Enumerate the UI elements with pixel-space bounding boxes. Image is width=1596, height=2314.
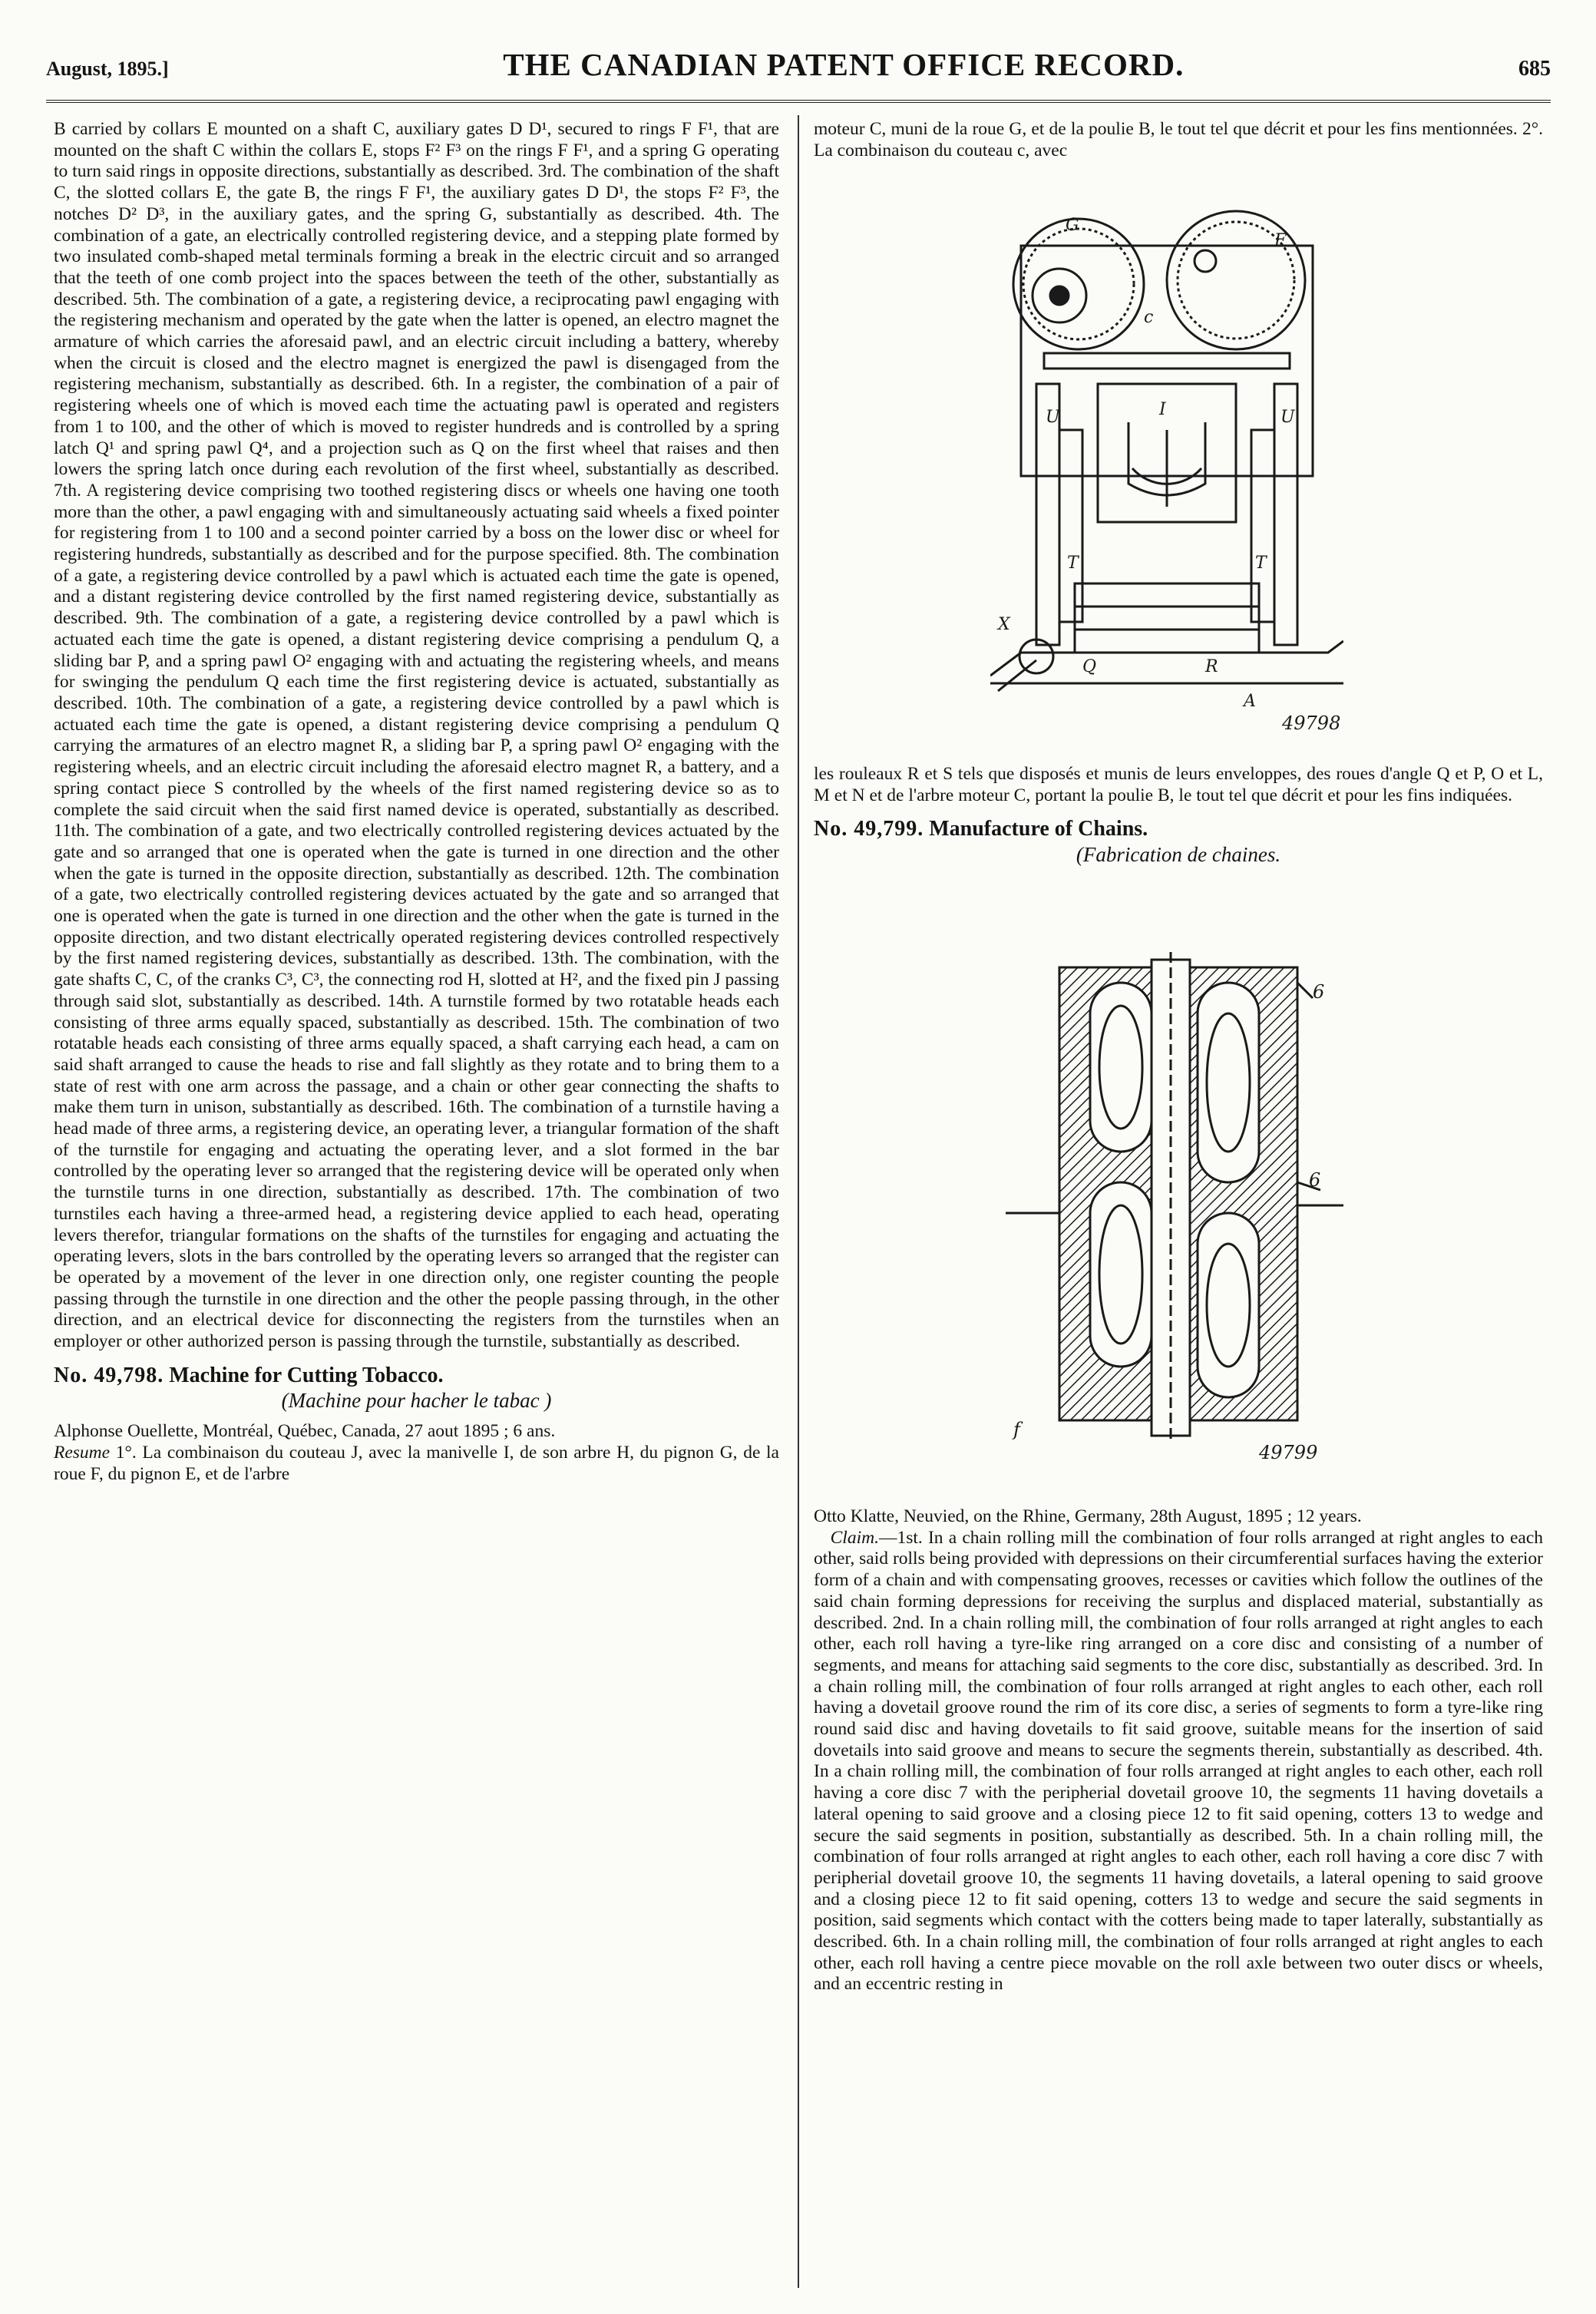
- patent-title: Machine for Cutting Tobacco.: [169, 1363, 444, 1387]
- issue-date: August, 1895.]: [46, 58, 169, 80]
- fig2-label: f: [1013, 1419, 1020, 1440]
- fig1-label: c: [1144, 308, 1154, 327]
- patent-french-title: (Machine pour hacher le tabac ): [281, 1389, 552, 1413]
- claim-label: Claim.: [830, 1527, 879, 1548]
- fig1-label: U: [1280, 408, 1295, 427]
- left-column: [54, 119, 779, 1485]
- patent-number: No. 49,799.: [814, 817, 924, 841]
- resume-text: 1°. La combinaison du couteau J, avec la manivelle I, de son arbre H, du pignon G, de la roue F, du pignon E, et de l'arbre: [54, 1442, 779, 1484]
- fig1-label: T: [1067, 554, 1079, 573]
- chain-rolling-drawing: [1006, 952, 1366, 1466]
- gear-wheel-left: [1013, 219, 1144, 349]
- header-rule: [46, 100, 1551, 103]
- fig1-label: X: [998, 615, 1010, 634]
- page-number: 685: [1518, 57, 1551, 81]
- tobacco-machine-drawing: [990, 200, 1343, 737]
- fig1-label: G: [1066, 216, 1079, 235]
- figure-tobacco-machine: [990, 200, 1343, 737]
- publication-title: THE CANADIAN PATENT OFFICE RECORD.: [503, 47, 1185, 82]
- figure-number: 49799: [1259, 1442, 1318, 1463]
- patent-french-title: (Fabrication de chaines.: [1076, 843, 1281, 867]
- claim-paragraph: [814, 1528, 1543, 1995]
- resume-end-text: les rouleaux R et S tels que disposés et munis de leurs enveloppes, des roues d'angle Q et P, O et L, M et N et de l'arbre moteur C, portant la poulie B, le tout tel que décrit et pour les fins indiquées.: [814, 764, 1543, 805]
- resume-label: Resume: [54, 1442, 111, 1463]
- fig1-label: R: [1205, 657, 1218, 676]
- fig1-label: U: [1046, 408, 1060, 427]
- inventor-line: Alphonse Ouellette, Montréal, Québec, Canada, 27 aout 1895 ; 6 ans.: [54, 1421, 556, 1442]
- right-column-bottom: [814, 1506, 1543, 1995]
- fig2-label: 6: [1309, 1169, 1321, 1191]
- fig1-label: I: [1159, 400, 1166, 419]
- fig1-label: A: [1244, 692, 1256, 711]
- claim-text: —1st. In a chain rolling mill the combination of four rolls arranged at right angles to each other, said rolls being provided with depressions on their circumferential surfaces having the exterior form of a chain and with compensating grooves, recesses or cavities which follow the outlines of the said chain forming depressions for receiving the surplus and displaced material, substantially as described. 2nd. In a chain rolling mill, the combination of four rolls arranged at right angles to each other, each roll having a tyre-like ring arranged on a core disc and consisting of a number of segments, and means for attaching said segments to the core disc, substantially as described. 3rd. In a chain rolling mill, the combination of four rolls arranged at right angles to each other, each roll having a dovetail groove round the rim of its core disc, a series of segments to form a tyre-like ring round said disc and having dovetails to fit said groove, suitable means for the insertion of said dovetails into said groove and means to secure the segments therein, substantially as described. 4th. In a chain rolling mill, the combination of four rolls arranged at right angles to each other, each roll having a core disc 7 with the peripherial dovetail groove 10, the segments 11 having dovetails a lateral opening to said groove and a closing piece 12 to fit said opening, cotters 13 to wedge and secure the said segments in position, substantially as described. 5th. In a chain rolling mill, the combination of four rolls arranged at right angles to each other, each roll having a core disc 7 with peripherial dovetail groove 10, the segments 11 having dovetails, a lateral opening to said groove and a closing piece 12 to fit said opening, cotters 13 to wedge and secure the said segments in position, said segments which contact with the cotters being made to taper laterally, substantially as described. 6th. In a chain rolling mill, the combination of four rolls arranged at right angles to each other, each roll having a centre piece movable on the roll axle between two outer discs or wheels, and an eccentric resting in: [814, 1527, 1543, 1995]
- patent-heading-49799: [814, 818, 1543, 840]
- fig1-label: F: [1274, 231, 1287, 250]
- fig2-label: 6: [1313, 981, 1325, 1003]
- inventor-line: Otto Klatte, Neuvied, on the Rhine, Germany, 28th August, 1895 ; 12 years.: [814, 1506, 1362, 1526]
- patent-number: No. 49,798.: [54, 1363, 164, 1387]
- claims-continued-text: B carried by collars E mounted on a shaft C, auxiliary gates D D¹, secured to rings F F¹, that are mounted on the shaft C within the collars E, stops F² F³ on the rings F F¹, and a spring G operating to turn said rings in opposite directions, substantially as described. 3rd. The combination of the shaft C, the slotted collars E, the gate B, the rings F F¹, the auxiliary gates D D¹, the stops F² F³, the notches D² D³, in the auxiliary gates, and the spring G, substantially as described. 4th. The combination of a gate, an electrically controlled registering device, and a stepping plate formed by two insulated comb-shaped metal terminals forming a break in the electric circuit and so arranged that the teeth of one comb project into the spaces between the teeth of the other, substantially as described. 5th. The combination of a gate, a registering device, a reciprocating pawl engaging with the registering mechanism and operated by the gate when the latter is opened, an electro magnet the armature of which carries the aforesaid pawl, and an electric circuit including a battery, whereby when the circuit is closed and the electro magnet is energized the pawl is disengaged from the registering mechanism, substantially as described. 6th. In a register, the combination of a pair of registering wheels one of which is moved each time the actuating pawl is operated and registers from 1 to 100, and the other of which is moved to register hundreds and is controlled by a spring latch Q¹ and spring pawl Q⁴, and a projection such as Q on the first wheel that raises and then lowers the spring latch once during each revolution of the first wheel, substantially as described. 7th. A registering device comprising two toothed registering discs or wheels one having one tooth more than the other, a pawl engaging with and simultaneously actuating said wheels a fixed pointer for registering from 1 to 100 and a second pointer carried by a boss on the lower disc or wheel for registering hundreds, substantially as described and for the purpose specified. 8th. The combination of a gate, a registering device controlled by a pawl which is actuated each time the gate is opened, and a distant registering device controlled by the first named registering device, substantially as described. 9th. The combination of a gate, a registering device controlled by a pawl which is actuated each time the gate is opened, a distant registering device comprising a pendulum Q, a sliding bar P, and a spring pawl O² engaging with and actuating the registering wheels, and means for swinging the pendulum Q each time the first registering device is actuated, substantially as described. 10th. The combination of a gate, a registering device controlled by a pawl which is actuated each time the gate is opened, a distant registering device comprising a pendulum Q carrying the armatures of an electro magnet R, a sliding bar P, a spring pawl O² engaging with the registering wheels, and an electric circuit including the aforesaid electro magnet R, a battery, and a spring contact piece S controlled by the wheels of the first named registering device so as to complete the said circuit when the said first named device is operated, substantially as described. 11th. The combination of a gate, and two electrically controlled registering devices actuated by the gate and so arranged that one is operated when the gate is turned in one direction and the other when the gate is turned in the opposite direction, substantially as described. 12th. The combination of a gate, two electrically controlled registering devices actuated by the gate and so arranged that one is operated when the gate is turned in one direction and the other when the gate is turned in the opposite direction, and two distant electrically operated registering devices controlled respectively by the first named registering devices, substantially as described. 13th. The combination, with the gate shafts C, C, of the cranks C³, C³, the connecting rod H, slotted at H², and the fixed pin J passing through said slot, substantially as described. 14th. A turnstile formed by two rotatable heads each consisting of three arms equally spaced, substantially as described. 15th. The combination of two rotatable heads each consisting of three arms equally spaced, a shaft carrying each head, a cam on said shaft arranged to cause the heads to rise and fall slightly as they rotate and to bring them to a state of rest with one arm across the passage, and a chain or other gear connecting the shafts to make them turn in unison, substantially as described. 16th. The combination of a turnstile having a head made of three arms, a registering device, an operating lever, a triangular formation of the shaft of the turnstile for engaging and actuating the operating lever, and a slot formed in the bar controlled by the operating lever so arranged that the registering device will be operated only when the turnstile turns in one direction, substantially as described. 17th. The combination of two turnstiles each having a three-armed head, a registering device applied to each head, operating levers therefor, triangular formations on the shafts of the turnstiles for engaging and actuating the operating levers, slots in the bars controlled by the operating levers so arranged that the register can be operated by a movement of the lever in one direction only, one register counting the people passing through the turnstile in one direction and the other the people passing through, in the other direction, and an electrical device for disconnecting the registers from the turnstiles when an employer or other authorized person is passing through the turnstile, substantially as described.: [54, 119, 779, 1352]
- resume-continued-text: moteur C, muni de la roue G, et de la poulie B, le tout tel que décrit et pour les fins mentionnées. 2°. La combinaison du couteau c, avec: [814, 119, 1543, 160]
- column-divider: [798, 115, 799, 2288]
- resume-paragraph: [54, 1443, 779, 1485]
- fig1-label: T: [1255, 554, 1267, 573]
- right-column-mid: [814, 764, 1543, 875]
- figure-number: 49798: [1282, 712, 1341, 734]
- page-header: [46, 46, 1551, 84]
- fig1-label: Q: [1082, 657, 1097, 676]
- patent-title: Manufacture of Chains.: [929, 817, 1148, 841]
- right-column-top: [814, 119, 1543, 161]
- patent-heading-49798: [54, 1365, 779, 1387]
- figure-chain-rolling: [1006, 952, 1366, 1466]
